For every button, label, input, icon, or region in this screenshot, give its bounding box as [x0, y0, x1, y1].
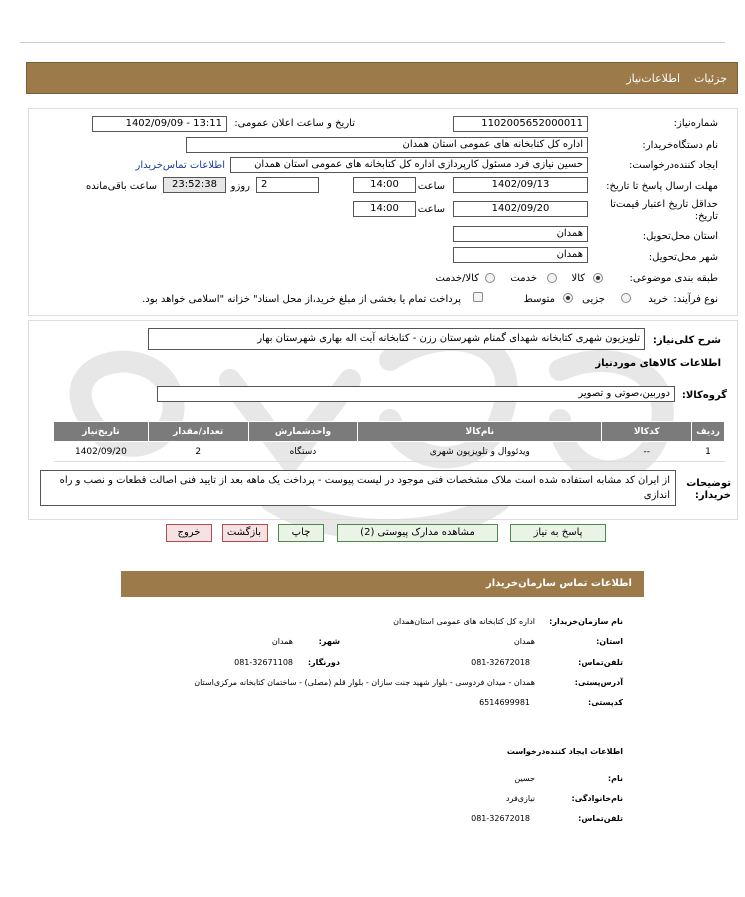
back-button[interactable]: بازگشت: [222, 524, 268, 542]
province-field[interactable]: همدان: [453, 226, 588, 242]
col-row: ردیف: [692, 422, 725, 442]
tab-details[interactable]: جزئیات: [694, 71, 727, 85]
process-medium-label: متوسط: [523, 294, 555, 305]
goods-group-label: گروه‌کالا:: [681, 390, 727, 401]
min-price-date-field[interactable]: 1402/09/20: [453, 201, 588, 217]
process-buy-label: خرید: [648, 294, 668, 305]
reply-button[interactable]: پاسخ به نیاز: [510, 524, 606, 542]
category-goods-label: کالا: [571, 273, 585, 284]
contact-city-value: همدان: [271, 637, 293, 646]
payment-text: پرداخت تمام یا بخشی از مبلغ خرید،از محل اسناد" خزانه "اسلامی خواهد بود.: [142, 294, 461, 305]
goods-table: [53, 421, 725, 462]
contact-province-label: استان:: [596, 637, 623, 646]
cell-name: ویدئووال و تلویزیون شهری: [358, 442, 602, 462]
contact-section-header: اطلاعات تماس سازمان‌خریدار: [121, 571, 644, 597]
buyer-contact-link[interactable]: اطلاعات تماس‌خریدار: [135, 160, 225, 171]
col-unit: واحدشمارش: [248, 422, 358, 442]
general-desc-label: شرح کلی‌نیاز:: [652, 335, 721, 346]
creator-phone-value: 081-32672018: [471, 814, 530, 823]
contact-city-label: شهر:: [318, 637, 340, 646]
tab-need-info[interactable]: اطلاعات‌نیاز: [626, 71, 681, 85]
deadline-label: مهلت ارسال پاسخ تا تاریخ:: [606, 181, 718, 192]
creator-label: ایجاد کننده‌درخواست:: [629, 160, 718, 171]
min-price-label: حداقل تاریخ اعتبار قیمت‌تا تاریخ:: [610, 199, 718, 222]
cell-code: --: [602, 442, 692, 462]
min-price-time-field[interactable]: 14:00: [353, 201, 416, 217]
cell-unit: دستگاه: [248, 442, 358, 462]
creator-name-value: حسین: [514, 774, 535, 783]
payment-checkbox[interactable]: [473, 292, 483, 302]
creator-info-title: اطلاعات ایجاد کننده‌درخواست: [506, 747, 623, 756]
contact-address-label: آدرس‌پستی:: [574, 678, 623, 687]
min-price-time-label: ساعت: [417, 204, 445, 215]
creator-field[interactable]: حسین نیازی فرد مسئول کارپردازی اداره کل کتابخانه های عمومی استان همدان: [230, 157, 588, 173]
deadline-date-field[interactable]: 1402/09/13: [453, 177, 588, 193]
creator-phone-label: تلفن‌تماس:: [578, 814, 623, 823]
attachments-button[interactable]: مشاهده مدارک پیوستی (2): [337, 524, 498, 542]
city-field[interactable]: همدان: [453, 247, 588, 263]
cell-qty: 2: [148, 442, 248, 462]
top-divider: [20, 42, 725, 43]
contact-postal-value: 6514699981: [479, 698, 530, 707]
contact-address-value: همدان - میدان فردوسی - بلوار شهید جنت سازان - بلوار قلم (مصلی) - ساختمان کتابخانه مرکزی‌استان: [194, 678, 535, 687]
days-label: روزو: [230, 181, 250, 192]
need-number-field[interactable]: 1102005652000011: [453, 116, 588, 132]
goods-group-field[interactable]: دوربین،صوتی و تصویر: [157, 386, 675, 402]
announce-label: تاریخ و ساعت اعلان عمومی:: [234, 118, 355, 129]
table-header-row: [54, 422, 725, 442]
category-both-radio[interactable]: [485, 273, 495, 283]
contact-fax-value: 081-32671108: [234, 658, 293, 667]
contact-fax-label: دورنگار:: [307, 658, 340, 667]
goods-info-title: اطلاعات کالاهای موردنیاز: [595, 358, 721, 369]
buyer-notes-label: توضیحات خریدار:: [686, 478, 731, 501]
buyer-notes-field[interactable]: از ایران کد مشابه استفاده شده است ملاک مشخصات فنی موجود در لیست پیوست - پرداخت یک ماهه بعد از تایید فنی اصالت قطعات و نصب و راه اندازی: [40, 470, 676, 506]
creator-family-label: نام‌خانوادگی:: [571, 794, 623, 803]
remaining-label: ساعت باقی‌مانده: [85, 181, 157, 192]
print-button[interactable]: چاپ: [278, 524, 324, 542]
contact-province-value: همدان: [513, 637, 535, 646]
days-field[interactable]: 2: [256, 177, 319, 193]
category-label: طبقه بندی موضوعی:: [629, 273, 718, 284]
process-label: نوع فرآیند:: [673, 294, 718, 305]
buyer-org-field[interactable]: اداره کل کتابخانه های عمومی استان همدان: [186, 137, 588, 153]
section-header: [26, 62, 738, 94]
general-desc-field[interactable]: تلویزیون شهری کتابخانه شهدای گمنام شهرستان رزن - کتابخانه آیت اله بهاری شهرستان بهار: [148, 328, 645, 350]
remaining-time-field: 23:52:38: [163, 177, 226, 193]
cell-date: 1402/09/20: [54, 442, 149, 462]
process-minor-radio[interactable]: [621, 293, 631, 303]
process-medium-radio[interactable]: [563, 293, 573, 303]
deadline-time-label: ساعت: [417, 181, 445, 192]
process-minor-label: جزیی: [582, 294, 605, 305]
col-code: کدکالا: [602, 422, 692, 442]
col-name: نام‌کالا: [358, 422, 602, 442]
category-goods-radio[interactable]: [593, 273, 603, 283]
buyer-org-label: نام دستگاه‌خریدار:: [642, 140, 718, 151]
col-date: تاریخ‌نیاز: [54, 422, 149, 442]
contact-org-label: نام سازمان‌خریدار:: [549, 617, 623, 626]
creator-name-label: نام:: [607, 774, 623, 783]
category-service-radio[interactable]: [547, 273, 557, 283]
creator-family-value: نیازی‌فرد: [505, 794, 535, 803]
contact-phone-label: تلفن‌تماس:: [578, 658, 623, 667]
exit-button[interactable]: خروج: [166, 524, 212, 542]
contact-org-value: اداره کل کتابخانه های عمومی استان‌همدان: [393, 617, 535, 626]
contact-phone-value: 081-32672018: [471, 658, 530, 667]
contact-postal-label: کدپستی:: [588, 698, 623, 707]
province-label: استان محل‌تحویل:: [642, 231, 718, 242]
deadline-time-field[interactable]: 14:00: [353, 177, 416, 193]
category-both-label: کالا/خدمت: [435, 273, 479, 284]
col-qty: تعداد/مقدار: [148, 422, 248, 442]
category-service-label: خدمت: [510, 273, 537, 284]
city-label: شهر محل‌تحویل:: [648, 252, 718, 263]
table-row[interactable]: [54, 442, 725, 462]
cell-row: 1: [692, 442, 725, 462]
announce-field[interactable]: 1402/09/09 - 13:11: [92, 116, 227, 132]
need-number-label: شماره‌نیاز:: [673, 118, 718, 129]
